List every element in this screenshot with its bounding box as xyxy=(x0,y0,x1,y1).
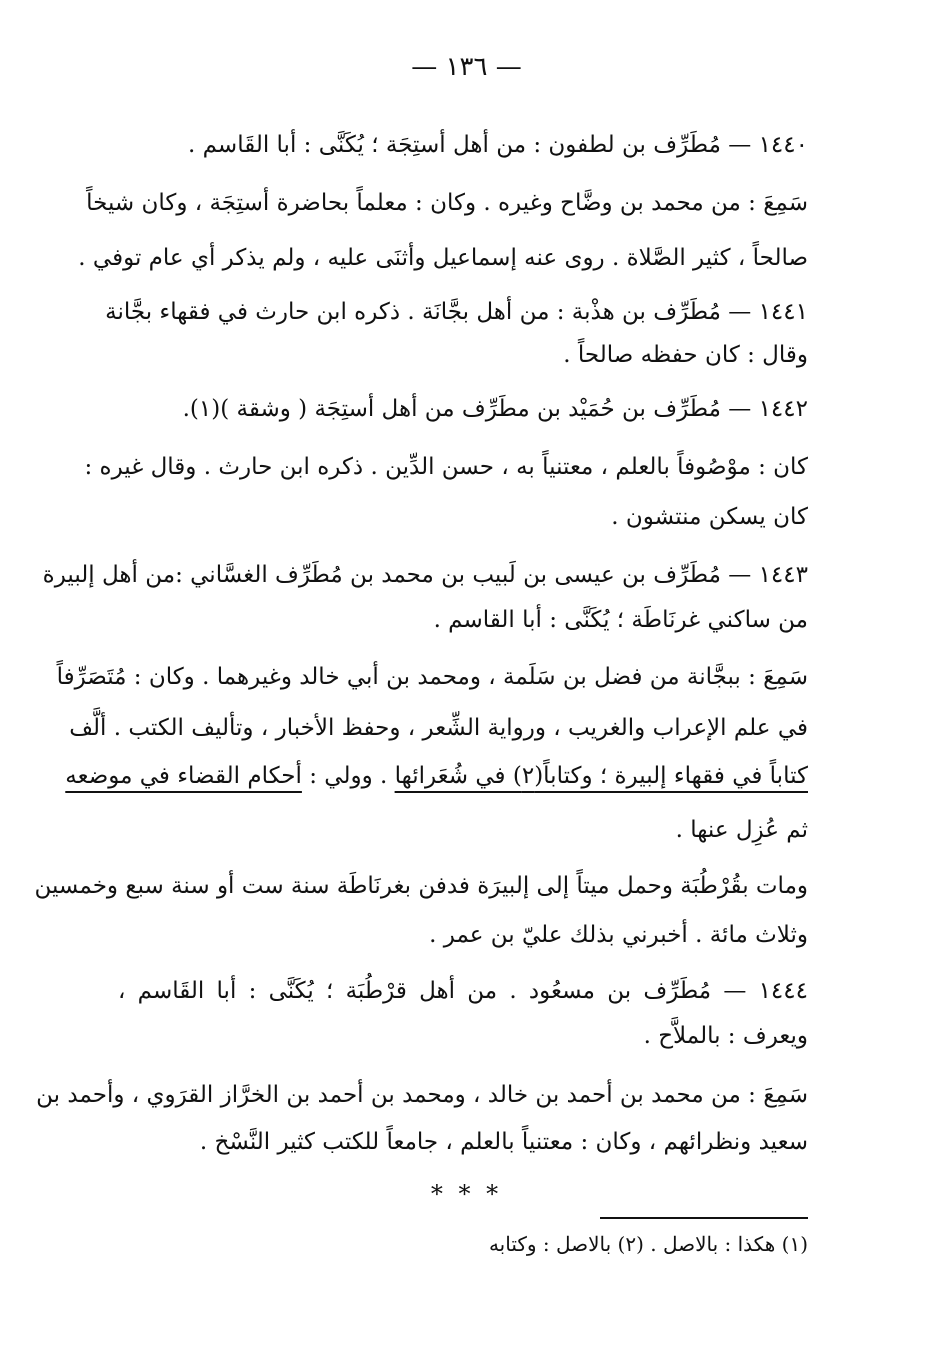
entry-1441-heading: ١٤٤١ — مُطَرِّف بن هذْبة : من أهل بجَّانَة . ذكره ابن حارث في فقهاء بجَّانة xyxy=(105,299,808,325)
entry-1443-heading: ١٤٤٣ — مُطَرِّف بن عيسى بن لَبيب بن محمد بن مُطَرِّف الغسَّاني :من أهل إلبيرة xyxy=(42,562,808,588)
underlined-phrase-2: أحكام القضاء في موضعه xyxy=(65,763,302,789)
entry-1443-text-line-4: ثم عُزِل عنها . xyxy=(675,817,808,843)
page-number: — ١٣٦ — xyxy=(411,52,522,82)
entry-1440-heading: ١٤٤٠ — مُطَرِّف بن لطفون : من أهل أستِجَة ؛ يُكَنَّى : أبا القَاسم . xyxy=(188,132,808,158)
entry-1443-heading-line-2: من ساكني غرنَاطَة ؛ يُكَنَّى : أبا القاسم . xyxy=(433,607,808,633)
plain-phrase: . وولي : xyxy=(301,763,395,789)
entry-1444-text-line-2: سعيد ونظرائهم ، وكان : معتنياً بالعلم ، جامعاً للكتب كثير النَّسْخ . xyxy=(199,1129,808,1155)
entry-1444-heading: ١٤٤٤ — مُطَرِّف بن مسعُود . من أهل قرْطُبَة ؛ يُكَنَّى : أبا القَاسم ، xyxy=(118,978,808,1004)
entry-1443-text-line-1: سَمِعَ : ببجَّانة من فضل بن سَلَمة ، ومحمد بن أبي خالد وغيرهما . وكان : مُتَصَرِّفاً xyxy=(56,664,808,690)
entry-1440-text-line-2: صالحاً ، كثير الصَّلاة . روى عنه إسماعيل وأثنَى عليه ، ولم يذكر أي عام توفي . xyxy=(78,245,808,271)
entry-1443-text-line-5: ومات بقُرْطُبَة وحمل ميتاً إلى إلبيرَة فدفن بغرنَاطَة سنة ست أو سنة سبع وخمسين xyxy=(34,873,808,899)
entry-1442-text-line-2: كان يسكن منتشون . xyxy=(611,504,808,530)
entry-1440-text-line-1: سَمِعَ : من محمد بن وضَّاح وغيره . وكان : معلماً بحاضرة أستِجَة ، وكان شيخاً xyxy=(86,190,808,216)
section-separator: * * * xyxy=(430,1180,503,1208)
entry-1442-text-line-1: كان : موْصُوفاً بالعلم ، معتنياً به ، حسن الدِّين . ذكره ابن حارث . وقال غيره : xyxy=(84,454,808,480)
footnotes: (١) هكذا : بالاصل . (٢) بالاصل : وكتابه xyxy=(488,1232,808,1256)
entry-1442-heading: ١٤٤٢ — مُطَرِّف بن حُمَيْد بن مطَرِّف من أهل أستِجَة ( وشقة )(١). xyxy=(182,396,808,422)
entry-1443-text-line-2: في علم الإعراب والغريب ، ورواية الشِّعر ، وحفظ الأخبار ، وتأليف الكتب . ألَّف xyxy=(69,715,808,741)
footnote-rule xyxy=(600,1217,808,1219)
entry-1443-text-line-3 xyxy=(65,759,808,793)
entry-1444-heading-line-2: ويعرف : بالملاَّح . xyxy=(643,1023,808,1049)
underlined-phrase-1: كتاباً في فقهاء إلبيرة ؛ وكتاباً(٢) في شُعَرائها xyxy=(394,763,808,789)
entry-1443-text-line-6: وثلاث مائة . أخبرني بذلك عليّ بن عمر . xyxy=(429,922,808,948)
entry-1444-text-line-1: سَمِعَ : من محمد بن أحمد بن خالد ، ومحمد بن أحمد بن الخرَّاز القرَوي ، وأحمد بن xyxy=(36,1082,808,1108)
entry-1441-text: وقال : كان حفظه صالحاً . xyxy=(563,342,808,368)
